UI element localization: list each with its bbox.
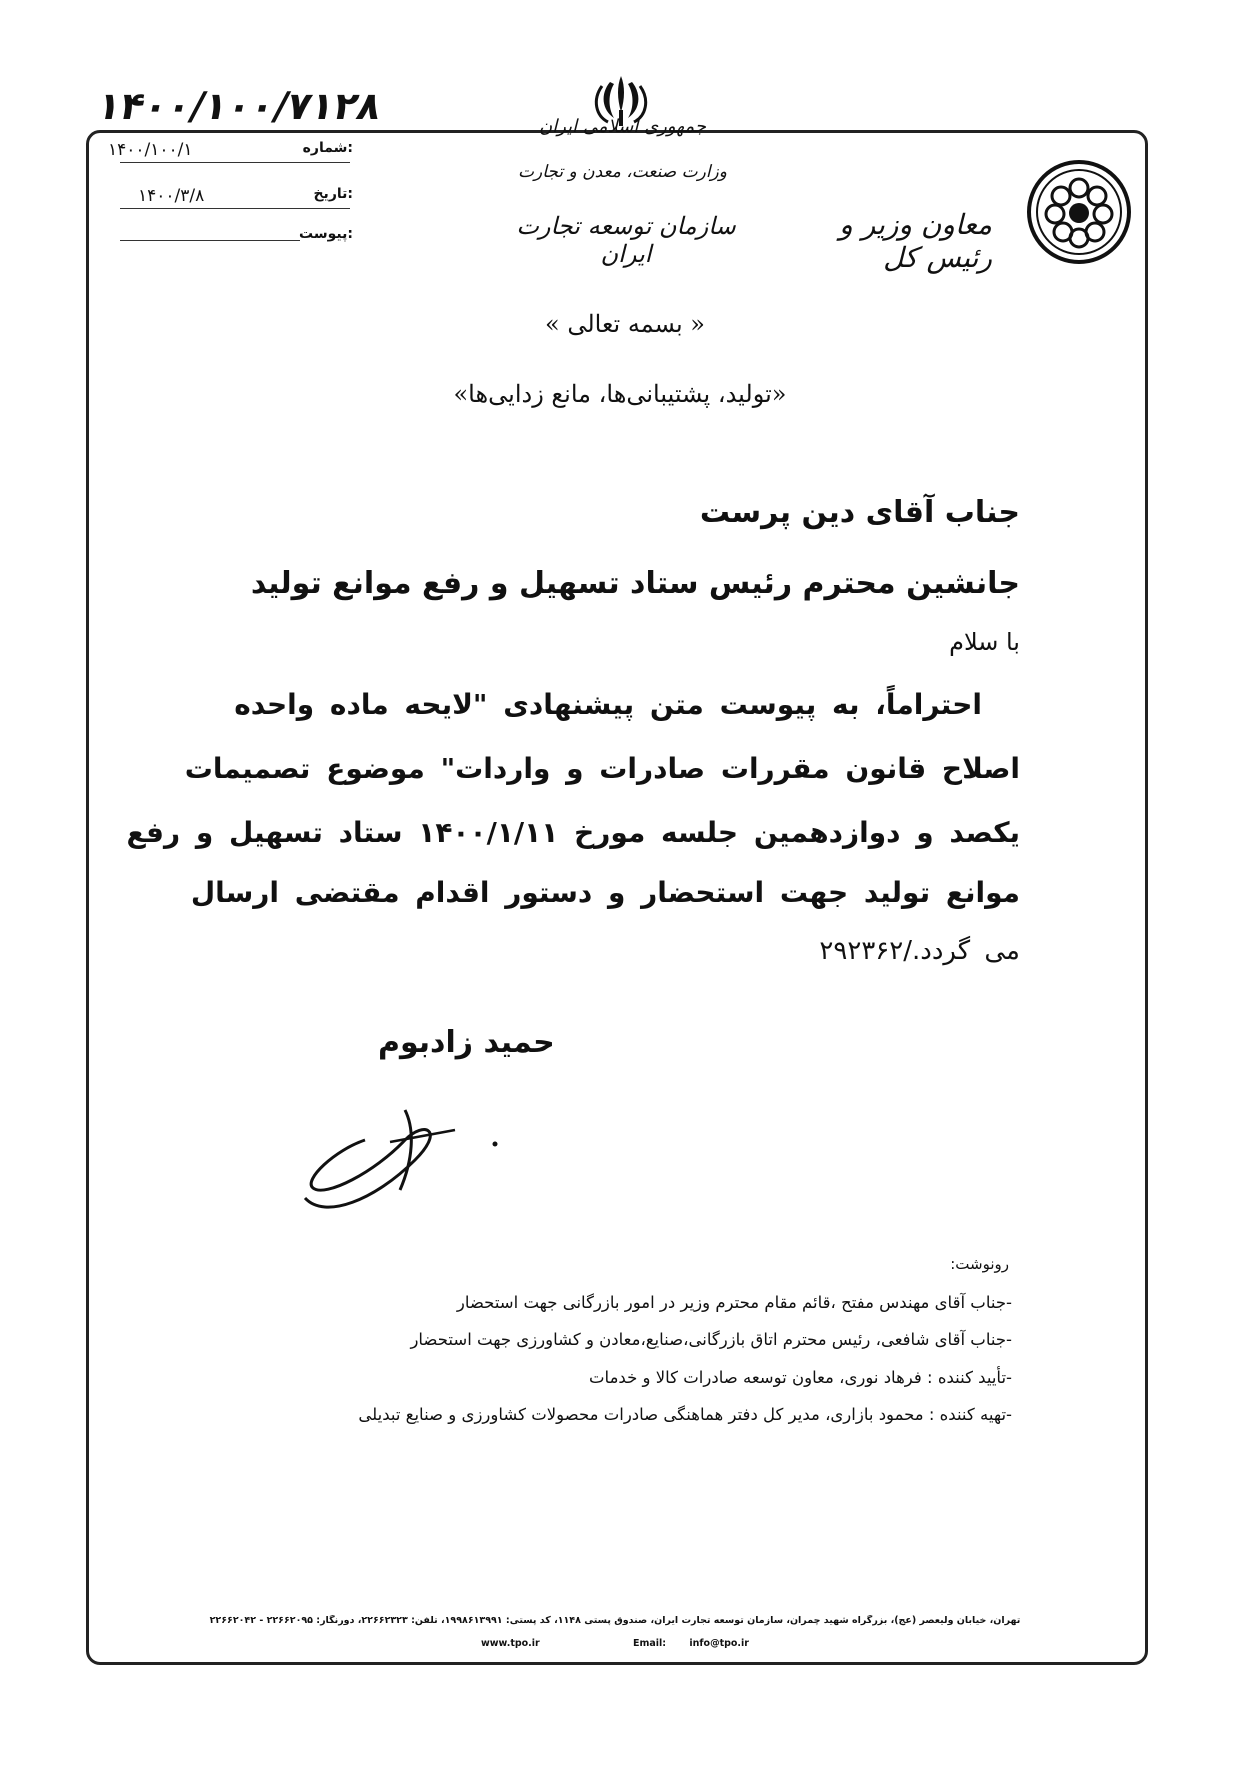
letter-date-value: ۱۴۰۰/۳/۸ [138, 186, 205, 206]
cc-line: -تأیید کننده : فرهاد نوری، معاون توسعه صادرات کالا و خدمات [589, 1368, 1012, 1387]
handwritten-registration-number: ۱۴۰۰/۱۰۰/۷۱۲۸ [93, 84, 386, 128]
letter-attachment-row [108, 226, 353, 248]
year-slogan: «تولید، پشتیبانی‌ها، مانع زدایی‌ها» [453, 380, 787, 408]
letter-date-row [108, 186, 353, 208]
signer-name: حمید زادبوم [378, 1025, 555, 1060]
body-line: موانع تولید جهت استحضار و دستور اقدام مقتضی ارسال [190, 876, 1020, 909]
footer-email: Email: info@tpo.ir [632, 1638, 749, 1649]
letter-date-label: تاریخ: [313, 186, 353, 202]
organization-name: سازمان توسعه تجارت ایران [516, 212, 736, 268]
body-line: یکصد و دوازدهمین جلسه مورخ ۱۴۰۰/۱/۱۱ ستاد تسهیل و رفع [126, 816, 1020, 849]
attachment-underline [120, 240, 300, 241]
addressee-name: جناب آقای دین پرست [699, 495, 1020, 530]
letter-attachment-label: پیوست: [299, 226, 353, 242]
basmala: « بسمه تعالی » [545, 310, 705, 338]
date-underline [120, 208, 350, 209]
cc-line: -جناب آقای شافعی، رئیس محترم اتاق بازرگانی،صنایع،معادن و کشاورزی جهت استحضار [410, 1330, 1012, 1349]
body-line: اصلاح قانون مقررات صادرات و واردات" موضوع تصمیمات [184, 752, 1020, 785]
addressee-title: جانشین محترم رئیس ستاد تسهیل و رفع موانع تولید [250, 566, 1020, 601]
letter-number-row [108, 140, 353, 162]
footer-contact [120, 1638, 1110, 1649]
handwritten-signature [295, 1080, 525, 1220]
footer-address: تهران، خیابان ولیعصر (عج)، بزرگراه شهید چمران، سازمان توسعه تجارت ایران، صندوق پستی ۱۱۴۸، کد پستی: ۱۹۹۸۶۱۳۹۹۱، تلفن: ۲۲۶۶۲۳۲۳، دورنگار: ۲۲۶۶۲۰۹۵ - ۲۲۶۶۲۰۴۲ [209, 1615, 1021, 1626]
cc-title: رونوشت: [950, 1255, 1009, 1273]
country-name: جمهوری اسلامی ایران [539, 116, 706, 137]
body-line: می گردد./۲۹۲۳۶۲ [819, 936, 1020, 966]
number-underline [120, 162, 350, 163]
ministry-name: وزارت صنعت، معدن و تجارت [518, 162, 727, 182]
greeting: با سلام [949, 628, 1020, 656]
cc-line: -تهیه کننده : محمود بازاری، مدیر کل دفتر هماهنگی صادرات محصولات کشاورزی و صنایع تبدیلی [358, 1405, 1012, 1424]
deputy-title: معاون وزیر و رئیس کل [839, 208, 992, 274]
letter-number-label: شماره: [302, 140, 353, 156]
letter-number-value: ۱۴۰۰/۱۰۰/۱ [108, 140, 193, 160]
organization-logo-icon [1025, 158, 1133, 266]
cc-line: -جناب آقای مهندس مفتح ،قائم مقام محترم وزیر در امور بازرگانی جهت استحضار [456, 1293, 1012, 1312]
footer-web: www.tpo.ir [480, 1638, 540, 1649]
body-line: احتراماً، به پیوست متن پیشنهادی "لایحه ماده واحده [234, 688, 982, 721]
